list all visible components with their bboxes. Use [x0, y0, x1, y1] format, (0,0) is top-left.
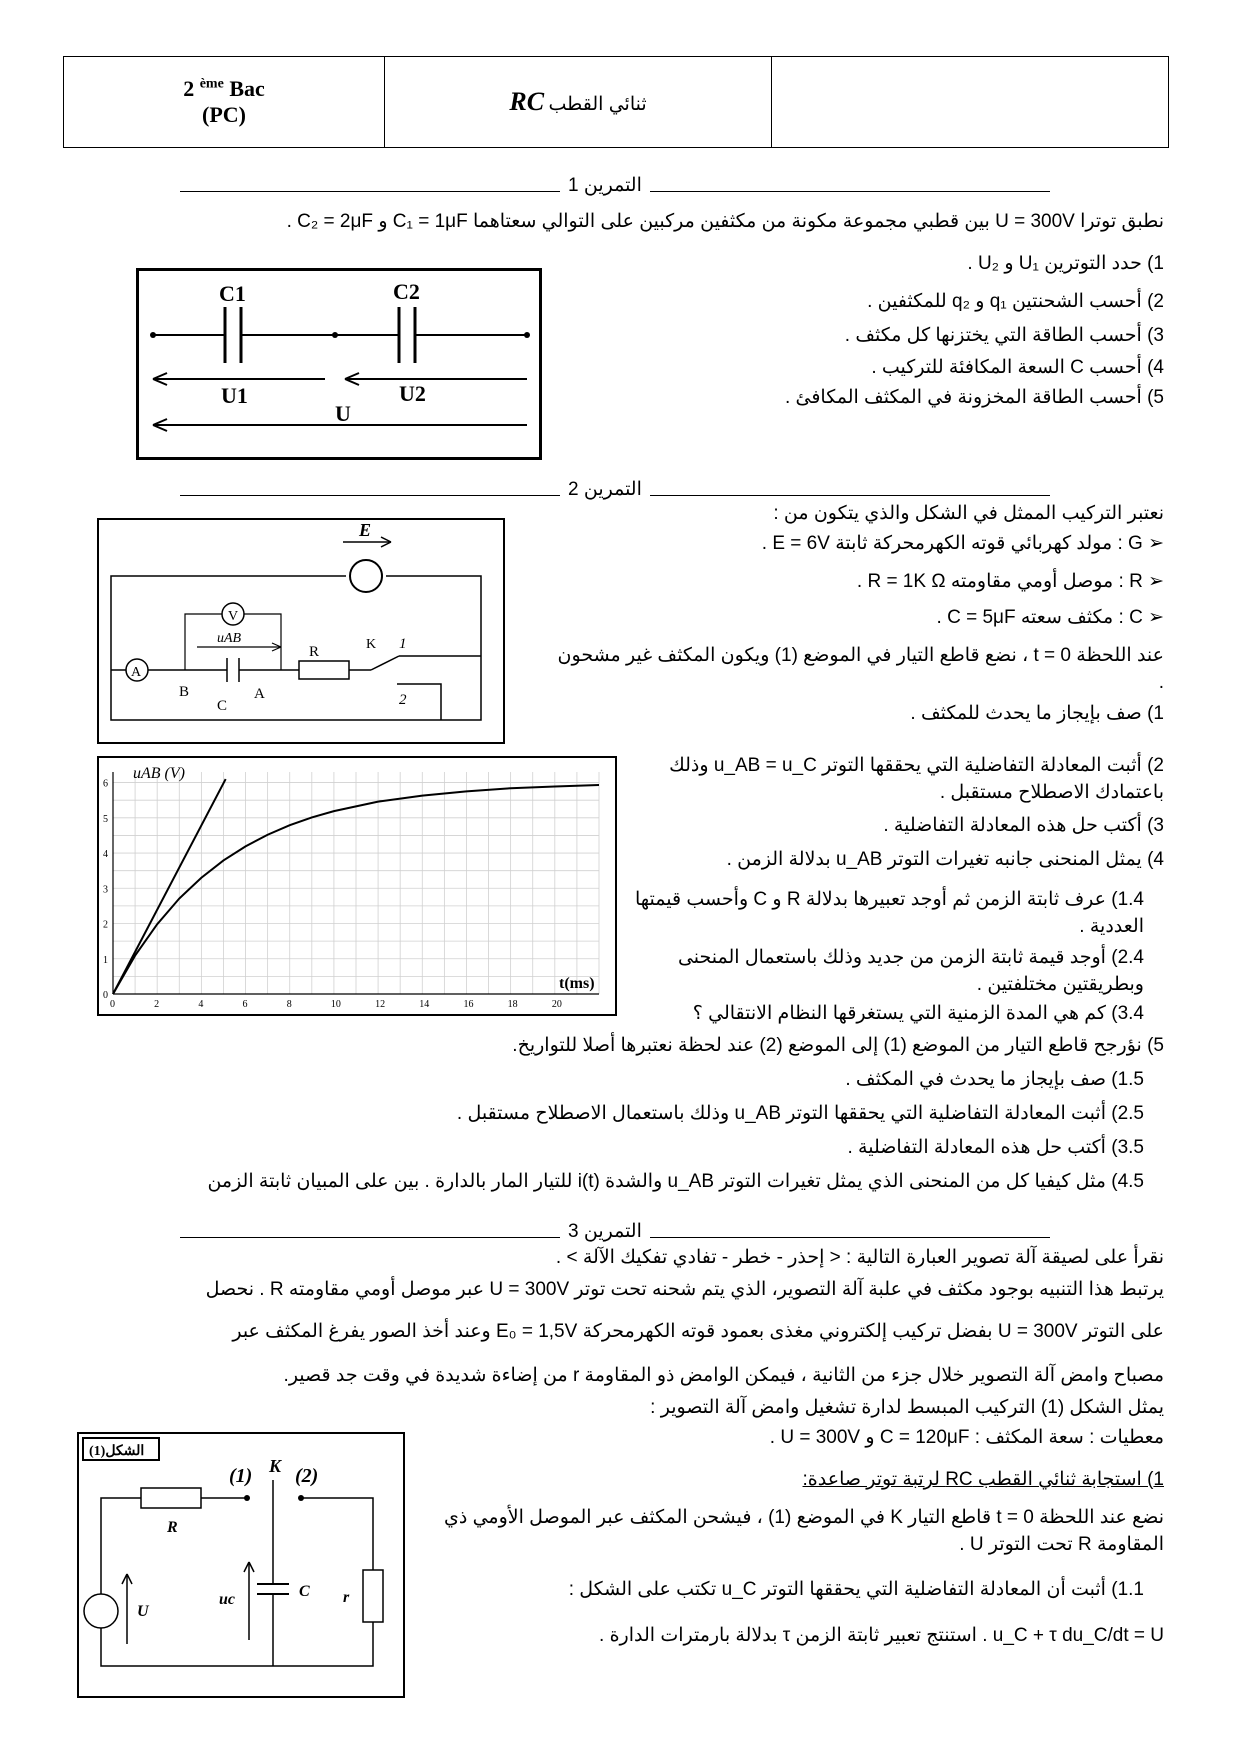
k-label: K: [366, 637, 377, 652]
ex3-l1: نقرأ على لصيقة آلة تصوير العبارة التالية : < إحذر - خطر - تفادي تفكيك الآلة > .: [555, 1247, 1164, 1268]
ex2-bullet-c: ➢ C : مكثف سعته C = 5μF .: [936, 607, 1164, 628]
title-arabic: ثنائي القطب: [548, 94, 647, 115]
ex2-circuit-figure: [97, 518, 505, 744]
ex3-eq: u_C + τ du_C/dt = U . استنتج تعبير ثابتة الزمن τ بدلالة بارمترات الدارة .: [599, 1625, 1164, 1646]
r-label: R: [167, 1519, 178, 1536]
resistor-r-symbol: [141, 1488, 201, 1508]
resistor-symbol: [299, 661, 349, 679]
u-label: U: [137, 1603, 149, 1620]
flash-circuit-diagram: [79, 1434, 403, 1696]
ex2-q3: 3) أكتب حل هذه المعادلة التفاضلية .: [883, 815, 1164, 836]
a-label: A: [254, 686, 265, 702]
ex2-q42: 2.4) أوجد قيمة ثابتة الزمن من جديد وذلك باستعمال المنحنى وبطريقتين مختلفتين .: [677, 947, 1144, 995]
ex2-q43: 3.4) كم هي المدة الزمنية التي يستغرقها النظام الانتقالي ؟: [692, 1003, 1144, 1024]
switch-blade: [371, 656, 399, 670]
ex2-q52: 2.5) أثبت المعادلة التفاضلية التي يحققها التوتر u_AB وذلك باستعمال الاصطلاح مستقبل .: [456, 1103, 1144, 1124]
k-label: K: [269, 1456, 282, 1476]
r-label: R: [309, 644, 320, 660]
y-tick-label: 4: [103, 849, 108, 861]
ex2-title: التمرين 2: [568, 479, 642, 500]
pos1-label: (1): [229, 1465, 253, 1487]
chart-xlabel: t(ms): [559, 975, 595, 992]
ex2-intro: نعتبر التركيب الممثل في الشكل والذي يتكون من :: [773, 503, 1164, 524]
node-pos1: [244, 1495, 250, 1501]
uab-chart-frame: [97, 756, 617, 1016]
wire-bottom: [101, 1622, 373, 1666]
ammeter-label: A: [131, 665, 142, 680]
u-label: U: [335, 401, 351, 426]
ex1-q4: 4) أحسب C السعة المكافئة للتركيب .: [871, 357, 1164, 378]
wire-right-top: [301, 1498, 373, 1570]
node-left: [150, 332, 156, 338]
x-tick-label: 4: [198, 999, 204, 1010]
ex2-q54: 4.5) مثل كيفيا كل من المنحنى الذي يمثل تغيرات التوتر u_AB والشدة i(t) للتيار المار بالدارة . بين على المبيان ثابتة الزمن: [207, 1171, 1144, 1192]
ex2-q1: 1) صف بإيجاز ما يحدث للمكثف .: [910, 703, 1164, 724]
stream: (PC): [202, 102, 246, 127]
rc-circuit-diagram: [99, 520, 503, 742]
ex2-q41: 1.4) عرف ثابتة الزمن ثم أوجد تعبيرها بدلالة R و C وأحسب قيمتها العددية .: [634, 889, 1144, 937]
ex2-bullet-r: ➢ R : موصل أومي مقاومته R = 1K Ω .: [856, 571, 1164, 592]
c-label: C: [217, 698, 228, 714]
pos2-label: (2): [295, 1465, 319, 1487]
generator-symbol: [350, 560, 382, 592]
x-tick-label: 10: [330, 999, 341, 1010]
lamp-resistor-symbol: [363, 1570, 383, 1622]
ex1-figure: [136, 268, 542, 460]
title-symbol: RC: [509, 87, 545, 116]
ex1-q2: 2) أحسب الشحنتين q₁ و q₂ للمكثفين .: [867, 291, 1164, 312]
uc-label: uc: [219, 1591, 235, 1608]
e-label: E: [359, 520, 372, 540]
x-tick-label: 20: [551, 999, 562, 1010]
ex2-q51: 1.5) صف بإيجاز ما يحدث في المكثف .: [845, 1069, 1144, 1090]
x-tick-label: 2: [154, 999, 160, 1010]
u1-label: U1: [221, 383, 248, 408]
pos1-label: 1: [399, 636, 407, 652]
level: 2 $^{ème}$ Bac: [183, 76, 265, 101]
capacitors-series-diagram: [139, 271, 539, 457]
r-lamp-label: r: [343, 1589, 350, 1606]
ex2-bullet-g: ➢ G : مولد كهربائي قوته الكهرمحركة ثابتة E = 6V .: [761, 533, 1164, 554]
x-tick-label: 14: [419, 999, 430, 1010]
ex3-l3: على التوتر U = 300V بفضل تركيب إلكتروني مغذى بعمود قوته الكهرمحركة E₀ = 1,5V وعند أخذ الصور يفرغ المكثف عبر: [232, 1321, 1164, 1342]
ex2-q5: 5) نؤرجح قاطع التيار من الموضع (1) إلى الموضع (2) عند لحظة نعتبرها أصلا للتواريخ.: [512, 1035, 1164, 1056]
ex3-q11: 1.1) أثبت أن المعادلة التفاضلية التي يحققها التوتر u_C تكتب على الشكل :: [568, 1579, 1144, 1600]
b-label: B: [179, 684, 190, 700]
ex1-intro: نطبق توترا U = 300V بين قطبي مجموعة مكونة من مكثفين مركبين على التوالي سعتاهما C₁ = 1μF و C₂ = 2μF .: [286, 211, 1164, 232]
ex2-q53: 3.5) أكتب حل هذه المعادلة التفاضلية .: [847, 1137, 1144, 1158]
y-tick-label: 6: [103, 778, 108, 790]
ex1-q1: 1) حدد التوترين U₁ و U₂ .: [967, 253, 1164, 274]
ex3-figure: [77, 1432, 405, 1698]
y-tick-label: 0: [103, 990, 108, 1001]
ex3-l6: معطيات : سعة المكثف : C = 120μF و U = 300V .: [769, 1427, 1164, 1448]
ex2-q2: 2) أثبت المعادلة التفاضلية التي يحققها التوتر u_AB = u_C وذلك باعتمادك الاصطلاح مستقبل .: [669, 755, 1164, 803]
x-tick-label: 8: [286, 999, 292, 1010]
title-cell: [385, 57, 772, 148]
pos2-label: 2: [399, 692, 407, 708]
c2-label: C2: [393, 279, 420, 304]
figure-label: الشكل(1): [89, 1444, 145, 1459]
u2-label: U2: [399, 381, 426, 406]
ex1-title: التمرين 1: [568, 175, 642, 196]
y-tick-label: 5: [103, 813, 108, 825]
x-tick-label: 0: [110, 999, 115, 1010]
ex3-l4: مصباح وامض آلة التصوير خلال جزء من الثانية ، فيمكن الوامض ذو المقاومة r من إضاءة شديدة في وقت جد قصير.: [283, 1365, 1164, 1386]
y-tick-label: 3: [103, 884, 108, 896]
uab-chart: [99, 758, 615, 1014]
ex3-l2: يرتبط هذا التنبيه بوجود مكثف في علبة آلة التصوير، الذي يتم شحنه تحت توتر U = 300V عبر موصل أومي مقاومته R . نحصل: [205, 1279, 1164, 1300]
voltmeter-wire-right: [244, 614, 281, 670]
tangent-line: [113, 779, 226, 994]
ex3-title: التمرين 3: [568, 1221, 642, 1242]
uab-label: uAB: [217, 631, 242, 646]
ex3-l5: يمثل الشكل (1) التركيب المبسط لدارة تشغيل وامض آلة التصوير :: [650, 1397, 1164, 1418]
x-tick-label: 18: [507, 999, 518, 1010]
y-tick-label: 1: [103, 954, 108, 966]
node-middle: [332, 332, 338, 338]
ex2-q4: 4) يمثل المنحنى جانبه تغيرات التوتر u_AB بدلالة الزمن .: [726, 849, 1164, 870]
ex1-q3: 3) أحسب الطاقة التي يختزنها كل مكثف .: [844, 325, 1164, 346]
empty-cell: [772, 57, 1169, 148]
x-tick-label: 16: [463, 999, 474, 1010]
ex2-p1: عند اللحظة t = 0 ، نضع قاطع التيار في الموضع (1) ويكون المكثف غير مشحون .: [557, 645, 1164, 693]
voltmeter-label: V: [228, 609, 239, 624]
node-right: [524, 332, 530, 338]
level-cell: [64, 57, 385, 148]
source-symbol: [84, 1594, 118, 1628]
ex1-q5: 5) أحسب الطاقة المخزونة في المكثف المكافئ .: [784, 387, 1164, 408]
header-table: [63, 56, 1169, 148]
c1-label: C1: [219, 281, 246, 306]
ex3-p1: نضع عند اللحظة t = 0 قاطع التيار K في الموضع (1) ، فيشحن المكثف عبر الموصل الأومي ذي المقاومة R تحت التوتر U .: [443, 1507, 1164, 1555]
wire-bottom: [111, 670, 441, 720]
ex2-title-line: [180, 478, 1050, 501]
ex3-s1: 1) استجابة ثنائي القطب RC لرتبة توتر صاعدة:: [802, 1469, 1164, 1490]
ex1-title-line: [180, 174, 1050, 197]
x-tick-label: 12: [375, 999, 386, 1010]
x-tick-label: 6: [242, 999, 248, 1010]
y-tick-label: 2: [103, 919, 108, 931]
c-label: C: [299, 1583, 310, 1600]
chart-ylabel: uAB (V): [133, 765, 185, 782]
ex3-title-line: [180, 1220, 1050, 1243]
wire-left-top: [101, 1498, 141, 1594]
